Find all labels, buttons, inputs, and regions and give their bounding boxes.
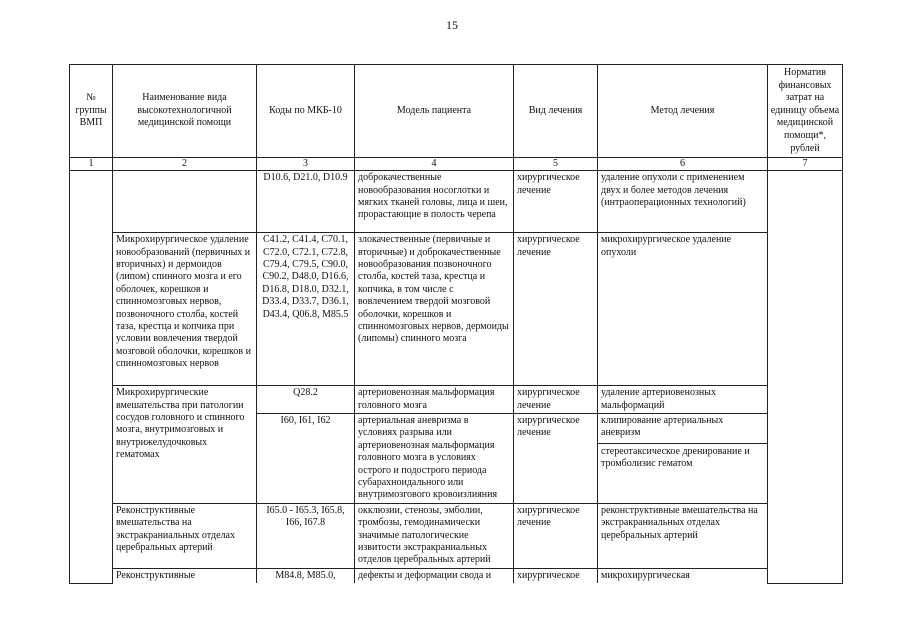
- name-cell: Микрохирургическое удаление новообразований (первичных и вторичных) и дермоидов (липом) спинного мозга и его оболочек, корешков и спинномозговых нервов, позвоночного столба, костей таза, крестца и копчика при условии вовлечения твердой мозговой оболочки, корешков и спинномозговых нервов: [113, 233, 257, 386]
- header-codes: Коды по МКБ-10: [257, 65, 355, 158]
- header-treatment-type: Вид лечения: [514, 65, 598, 158]
- model-cell: окклюзии, стенозы, эмболии, тромбозы, гемодинамически значимые патологические извитости экстракраниальных отделов церебральных артерий: [355, 503, 514, 568]
- column-number-row: [70, 158, 843, 171]
- treatment-type-cell: хирургическое лечение: [514, 413, 598, 503]
- method-cell: удаление артериовенозных мальформаций: [598, 386, 768, 414]
- method-cell: [598, 413, 768, 503]
- method-text: клипирование артериальных аневризм: [601, 414, 724, 439]
- model-cell: артериальная аневризма в условиях разрыва или артериовенозная мальформация головного мозга в условиях острого и подострого периода субарахноидального или внутримозгового кровоизлияния: [355, 413, 514, 503]
- name-cell: [113, 171, 257, 233]
- treatment-type-cell: хирургическое: [514, 568, 598, 583]
- codes-cell: M84.8, M85.0,: [257, 568, 355, 583]
- name-cell: Реконструктивные вмешательства на экстракраниальных отделах церебральных артерий: [113, 503, 257, 568]
- column-number: 4: [355, 158, 514, 171]
- method-cell: микрохирургическое удаление опухоли: [598, 233, 768, 386]
- column-number: 6: [598, 158, 768, 171]
- method-text-secondary: стереотаксическое дренирование и тромболизис гематом: [598, 443, 767, 471]
- table-row: [70, 503, 843, 568]
- norm-cell: [768, 171, 843, 584]
- vmp-table: [69, 64, 843, 584]
- model-cell: доброкачественные новообразования носоглотки и мягких тканей головы, лица и шеи, прорастающие в полость черепа: [355, 171, 514, 233]
- table-row: [70, 233, 843, 386]
- codes-cell: D10.6, D21.0, D10.9: [257, 171, 355, 233]
- treatment-type-cell: хирургическое лечение: [514, 386, 598, 414]
- header-norm: Норматив финансовых затрат на единицу объема медицинской помощи*, рублей: [768, 65, 843, 158]
- header-row: [70, 65, 843, 158]
- header-group: № группы ВМП: [70, 65, 113, 158]
- column-number: 1: [70, 158, 113, 171]
- header-method: Метод лечения: [598, 65, 768, 158]
- column-number: 7: [768, 158, 843, 171]
- header-model: Модель пациента: [355, 65, 514, 158]
- group-cell: [70, 171, 113, 584]
- page-number: 15: [446, 18, 458, 32]
- codes-cell: Q28.2: [257, 386, 355, 414]
- treatment-type-cell: хирургическое лечение: [514, 233, 598, 386]
- method-cell: удаление опухоли с применением двух и более методов лечения (интраоперационных технологий): [598, 171, 768, 233]
- column-number: 3: [257, 158, 355, 171]
- model-cell: артериовенозная мальформация головного мозга: [355, 386, 514, 414]
- treatment-type-cell: хирургическое лечение: [514, 503, 598, 568]
- codes-cell: I60, I61, I62: [257, 413, 355, 503]
- name-cell: Реконструктивные: [113, 568, 257, 583]
- table-row: [70, 568, 843, 583]
- column-number: 5: [514, 158, 598, 171]
- method-cell: реконструктивные вмешательства на экстракраниальных отделах церебральных артерий: [598, 503, 768, 568]
- codes-cell: C41.2, C41.4, C70.1, C72.0, C72.1, C72.8, C79.4, C79.5, C90.0, C90.2, D48.0, D16.6, D16.8, D18.0, D32.1, D33.4, D33.7, D36.1, D43.4, Q06.8, M85.5: [257, 233, 355, 386]
- treatment-type-cell: хирургическое лечение: [514, 171, 598, 233]
- model-cell: злокачественные (первичные и вторичные) и доброкачественные новообразования позвоночного столба, костей таза, крестца и копчика, в том числе с вовлечением твердой мозговой оболочки, корешков и спинномозговых нервов, дермоиды (липомы) спинного мозга: [355, 233, 514, 386]
- codes-cell: I65.0 - I65.3, I65.8, I66, I67.8: [257, 503, 355, 568]
- table-row: [70, 171, 843, 233]
- method-cell: микрохирургическая: [598, 568, 768, 583]
- model-cell: дефекты и деформации свода и: [355, 568, 514, 583]
- header-name: Наименование вида высокотехнологичной медицинской помощи: [113, 65, 257, 158]
- name-cell: Микрохирургические вмешательства при патологии сосудов головного и спинного мозга, внутримозговых и внутрижелудочковых гематомах: [113, 386, 257, 504]
- column-number: 2: [113, 158, 257, 171]
- table-row: [70, 386, 843, 414]
